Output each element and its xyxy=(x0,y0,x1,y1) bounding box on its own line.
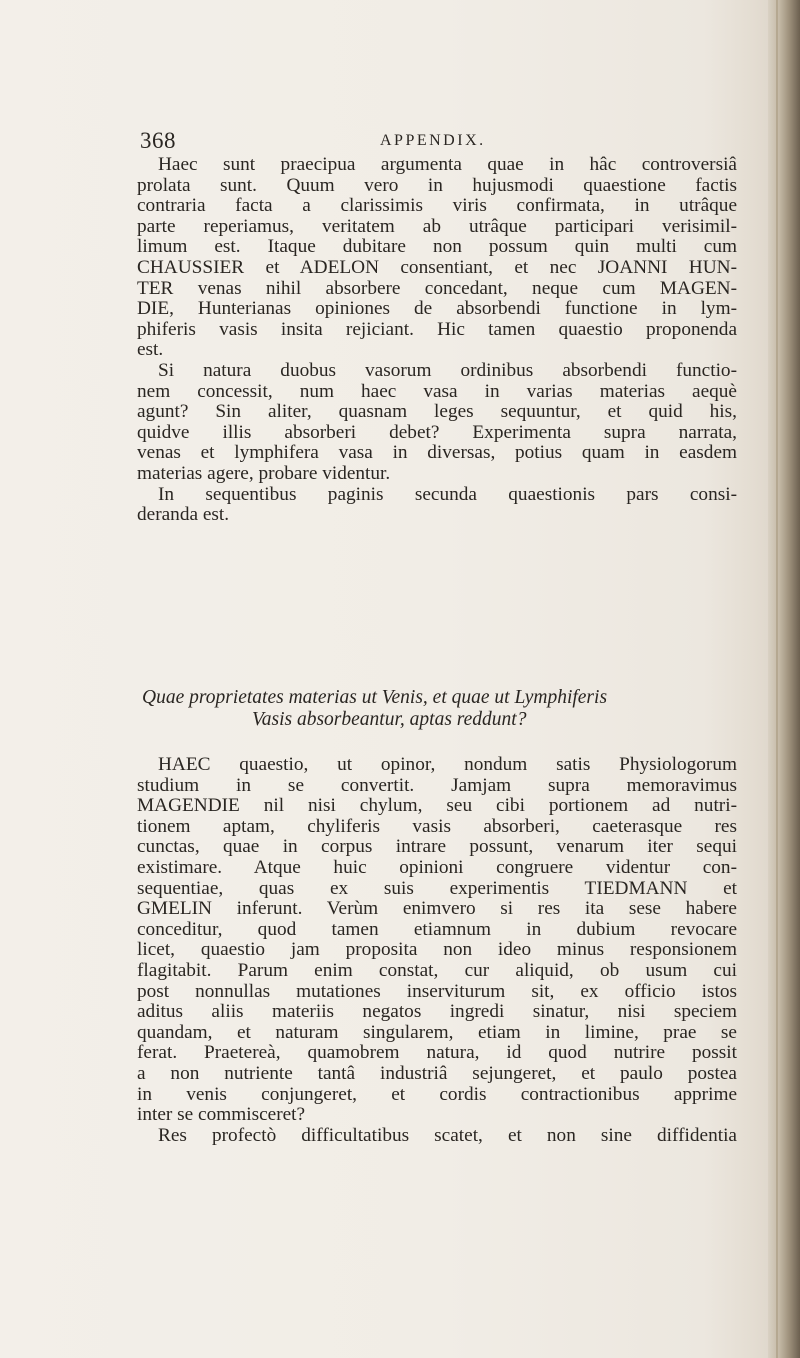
running-head: APPENDIX. xyxy=(380,132,486,149)
text-line: quidve illis absorberi debet? Experimenta supra narrata, xyxy=(137,421,737,443)
text-line: prolata sunt. Quum vero in hujusmodi quaestione factis xyxy=(137,174,737,196)
text-line: in venis conjungeret, et cordis contractionibus apprime xyxy=(137,1083,737,1105)
text-line: licet, quaestio jam proposita non ideo minus responsionem xyxy=(137,939,737,961)
paragraph-2 xyxy=(137,361,737,485)
text-line: est. xyxy=(137,339,164,361)
text-line: limum est. Itaque dubitare non possum quin multi cum xyxy=(137,236,737,258)
text-line: DIE, Hunterianas opiniones de absorbendi functione in lym- xyxy=(137,298,737,320)
text-line: nem concessit, num haec vasa in varias materias aequè xyxy=(137,380,737,402)
text-line: ferat. Praetereà, quamobrem natura, id quod nutrire possit xyxy=(137,1042,737,1064)
text-line: Haec sunt praecipua argumenta quae in hâc controversiâ xyxy=(158,154,737,175)
text-line: tionem aptam, chyliferis vasis absorberi, caeterasque res xyxy=(137,815,737,837)
heading-line: Quae proprietates materias ut Venis, et quae ut Lymphiferis xyxy=(142,687,608,708)
text-line: conceditur, quod tamen etiamnum in dubium revocare xyxy=(137,918,737,940)
text-line: agunt? Sin aliter, quasnam leges sequuntur, et quid his, xyxy=(137,401,737,423)
text-line: materias agere, probare videntur. xyxy=(137,462,391,484)
text-line: In sequentibus paginis secunda quaestionis pars consi- xyxy=(158,483,737,505)
text-line: HAEC quaestio, ut opinor, nondum satis Physiologorum xyxy=(158,754,737,775)
text-line: MAGENDIE nil nisi chylum, seu cibi portionem ad nutri- xyxy=(137,795,737,817)
page-number: 368 xyxy=(140,128,176,153)
text-line: cunctas, quae in corpus intrare possunt, venarum iter sequi xyxy=(137,836,737,858)
paragraph-3 xyxy=(137,485,737,526)
text-line: GMELIN inferunt. Verùm enimvero si res ita sese habere xyxy=(137,898,737,920)
text-line: flagitabit. Parum enim constat, cur aliquid, ob usum cui xyxy=(137,959,737,981)
text-line: sequentiae, quas ex suis experimentis TIEDMANN et xyxy=(137,877,737,899)
paragraph-4 xyxy=(137,755,737,1126)
body-text-upper xyxy=(137,155,737,526)
text-line: deranda est. xyxy=(137,504,230,526)
text-line: aditus aliis materiis negatos ingredi sinatur, nisi speciem xyxy=(137,1001,737,1023)
text-line: Res profectò difficultatibus scatet, et non sine diffidentia xyxy=(158,1124,737,1146)
section-heading xyxy=(137,687,737,731)
text-line: existimare. Atque huic opinioni congruere videntur con- xyxy=(137,856,737,878)
page-edge-shadow xyxy=(768,0,800,1358)
text-line: a non nutriente tantâ industriâ sejungeret, et paulo postea xyxy=(137,1062,737,1084)
text-line: quandam, et naturam singularem, etiam in limine, prae se xyxy=(137,1021,737,1043)
text-line: phiferis vasis insita rejiciant. Hic tamen quaestio proponenda xyxy=(137,318,737,340)
text-line: contraria facta a clarissimis viris confirmata, in utrâque xyxy=(137,195,737,217)
text-line: venas et lymphifera vasa in diversas, potius quam in easdem xyxy=(137,442,737,464)
heading-line: Vasis absorbeantur, aptas reddunt? xyxy=(252,709,527,730)
paragraph-1 xyxy=(137,155,737,361)
text-line: studium in se convertit. Jamjam supra memoravimus xyxy=(137,774,737,796)
paragraph-5 xyxy=(137,1126,737,1147)
text-line: post nonnullas mutationes inserviturum sit, ex officio istos xyxy=(137,980,737,1002)
body-text-lower xyxy=(137,755,737,1146)
text-line: CHAUSSIER et ADELON consentiant, et nec JOANNI HUN- xyxy=(137,256,737,278)
text-line: Si natura duobus vasorum ordinibus absorbendi functio- xyxy=(158,359,737,381)
text-line: TER venas nihil absorbere concedant, neque cum MAGEN- xyxy=(137,277,737,299)
text-line: parte reperiamus, veritatem ab utrâque participari verisimil- xyxy=(137,215,737,237)
text-line: inter se commisceret? xyxy=(137,1104,306,1126)
